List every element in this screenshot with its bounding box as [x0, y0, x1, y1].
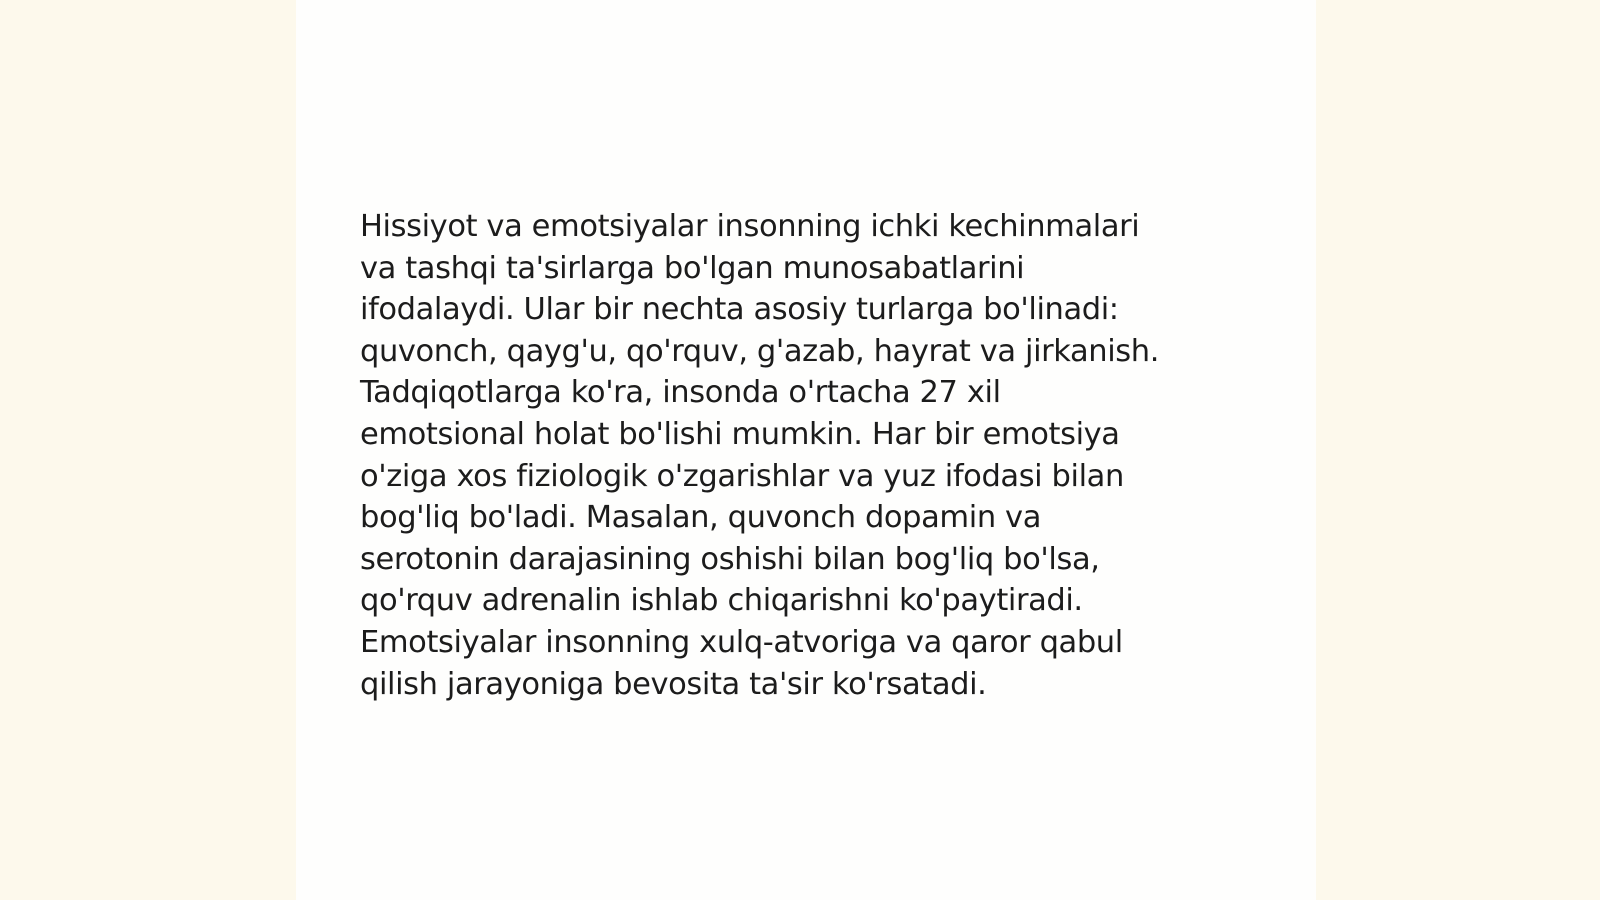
paragraph-line: qo'rquv adrenalin ishlab chiqarishni ko'paytiradi.: [360, 583, 1083, 619]
paragraph-line: va tashqi ta'sirlarga bo'lgan munosabatlarini: [360, 250, 1025, 286]
paragraph-line: ifodalaydi. Ular bir nechta asosiy turlarga bo'linadi:: [360, 292, 1119, 328]
paragraph-line: quvonch, qayg'u, qo'rquv, g'azab, hayrat va jirkanish.: [360, 333, 1160, 369]
paragraph-line: bog'liq bo'ladi. Masalan, quvonch dopamin va: [360, 500, 1041, 536]
paragraph-line: Tadqiqotlarga ko'ra, insonda o'rtacha 27 xil: [360, 375, 1001, 411]
paragraph-line: qilish jarayoniga bevosita ta'sir ko'rsatadi.: [360, 666, 987, 702]
paragraph-line: Emotsiyalar insonning xulq-atvoriga va qaror qabul: [360, 624, 1123, 660]
paragraph-line: emotsional holat bo'lishi mumkin. Har bir emotsiya: [360, 416, 1120, 452]
paragraph-line: Hissiyot va emotsiyalar insonning ichki kechinmalari: [360, 209, 1140, 244]
paragraph-line: serotonin darajasining oshishi bilan bog'liq bo'lsa,: [360, 541, 1100, 577]
paragraph-line: o'ziga xos fiziologik o'zgarishlar va yuz ifodasi bilan: [360, 458, 1124, 494]
body-paragraph: [360, 206, 1240, 705]
document-page: [296, 0, 1316, 900]
